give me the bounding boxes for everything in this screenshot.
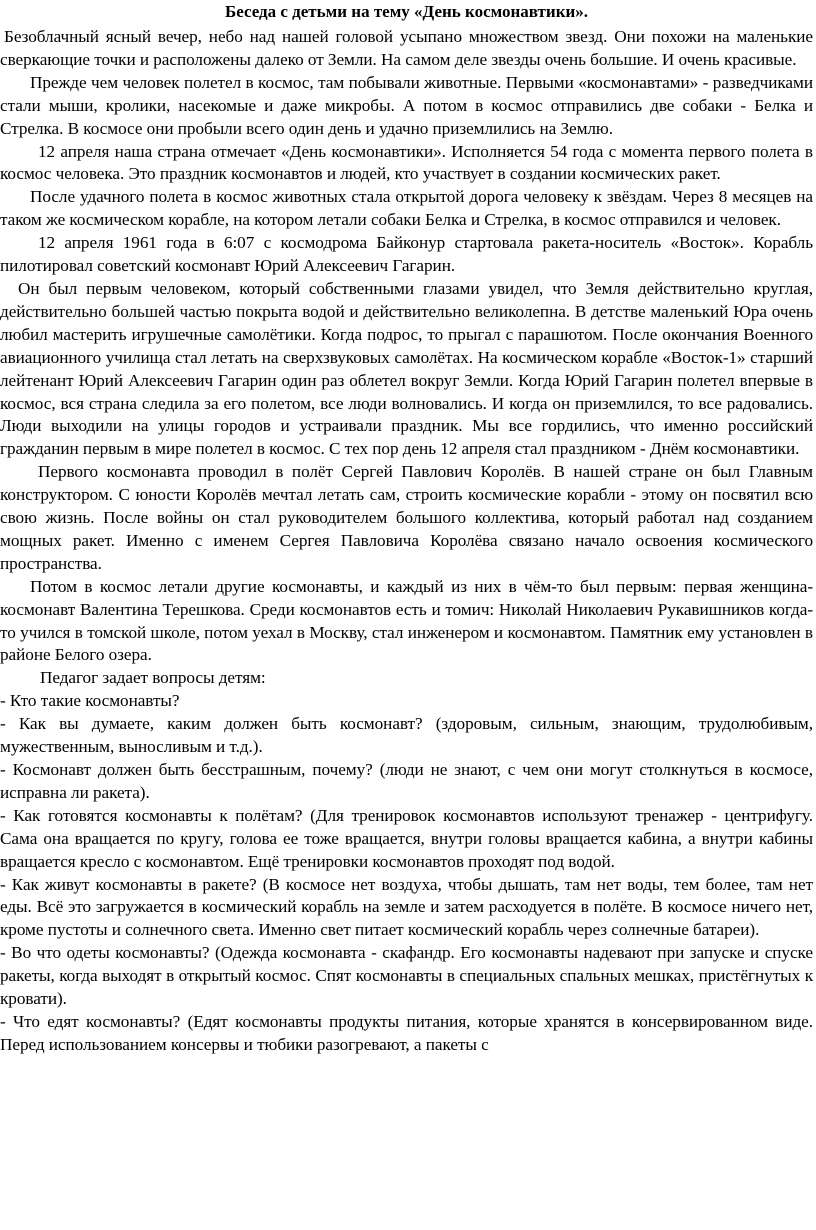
question-item: - Как живут космонавты в ракете? (В космосе нет воздуха, чтобы дышать, там нет воды, тем более, там нет еды. Всё это загружается в космический корабль на земле и затем расходуется в полёте. В космосе ничего нет, кроме пустоты и солнечного света. Именно свет питает космический корабль через солнечные батареи). [0, 874, 813, 940]
paragraph-road-to-stars: После удачного полета в космос животных стала открытой дорога человеку к звёздам. Через 8 месяцев на таком же космическом корабле, на котором летали собаки Белка и Стрелка, в космос отправился и человек. [0, 187, 813, 230]
paragraph-teacher-questions-intro: Педагог задает вопросы детям: [40, 668, 266, 688]
paragraph-gagarin: Он был первым человеком, который собственными глазами увидел, что Земля действительно круглая, действительно большей частью покрыта водой и действительно великолепна. В детстве маленький Юра очень любил мастерить игрушечные самолётики. Когда подрос, то прыгал с парашютом. После окончания Военного авиационного училища стал летать на сверхзвуковых самолётах. На космическом корабле «Восток-1» старший лейтенант Юрий Алексеевич Гагарин один раз облетел вокруг Земли. Когда Юрий Гагарин полетел впервые в космос, вся страна следила за его полетом, все люди волновались. И когда он приземлился, то все радовались. Люди выходили на улицы городов и устраивали праздник. Мы все гордились, что именно российский гражданин первым в мире полетел в космос. С тех пор день 12 апреля стал праздником - Днём космонавтики. [0, 278, 813, 459]
paragraph-korolev: Первого космонавта проводил в полёт Сергей Павлович Королёв. В нашей стране он был Главным конструктором. С юности Королёв мечтал летать сам, строить космические корабли - этому он посвятил всю свою жизнь. После войны он стал руководителем большого коллектива, который работал над созданием мощных ракет. Именно с именем Сергея Павловича Королёва связано начало освоения космического пространства. [0, 462, 813, 573]
paragraph-vostok-launch: 12 апреля 1961 года в 6:07 с космодрома Байконур стартовала ракета-носитель «Восток». Корабль пилотировал советский космонавт Юрий Алексеевич Гагарин. [0, 233, 813, 276]
question-item: - Кто такие космонавты? [0, 691, 180, 711]
paragraph-animals-in-space: Прежде чем человек полетел в космос, там побывали животные. Первыми «космонавтами» - разведчиками стали мыши, кролики, насекомые и даже микробы. А потом в космос отправились две собаки - Белка и Стрелка. В космосе они пробыли всего один день и удачно приземлились на Землю. [0, 72, 813, 138]
document-title: Беседа с детьми на тему «День космонавтики». [224, 2, 589, 21]
question-item: - Космонавт должен быть бесстрашным, почему? (люди не знают, с чем они могут столкнуться в космосе, исправна ли ракета). [0, 760, 813, 802]
question-item: - Во что одеты космонавты? (Одежда космонавта - скафандр. Его космонавты надевают при запуске и спуске ракеты, когда выходят в открытый космос. Спят космонавты в специальных спальных мешках, пристёгнутых к кровати). [0, 943, 813, 1009]
paragraph-other-cosmonauts: Потом в космос летали другие космонавты, и каждый из них в чём-то был первым: первая женщина-космонавт Валентина Терешкова. Среди космонавтов есть и томич: Николай Николаевич Рукавишников когда-то учился в томской школе, потом уехал в Москву, стал инженером и космонавтом. Памятник ему установлен в районе Белого озера. [0, 576, 813, 665]
question-item: - Как готовятся космонавты к полётам? (Для тренировок космонавтов используют тренажер - центрифугу. Сама она вращается по кругу, голова ее тоже вращается, внутри головы вращается кабина, а внутри кабины вращается кресло с космонавтом. Ещё тренировки космонавтов проходят под водой. [0, 805, 813, 871]
question-item: - Что едят космонавты? (Едят космонавты продукты питания, которые хранятся в консервированном виде. Перед использованием консервы и тюбики разогревают, а пакеты с [0, 1011, 813, 1054]
paragraph-cosmonautics-day: 12 апреля наша страна отмечает «День космонавтики». Исполняется 54 года с момента первого полета в космос человека. Это праздник космонавтов и людей, кто участвует в создании космических ракет. [0, 141, 813, 184]
question-item: - Как вы думаете, каким должен быть космонавт? (здоровым, сильным, знающим, трудолюбивым, мужественным, выносливым и т.д.). [0, 714, 813, 757]
paragraph-evening-sky: Безоблачный ясный вечер, небо над нашей головой усыпано множеством звезд. Они похожи на маленькие сверкающие точки и расположены далеко от Земли. На самом деле звезды очень большие. И очень красивые. [0, 27, 813, 69]
